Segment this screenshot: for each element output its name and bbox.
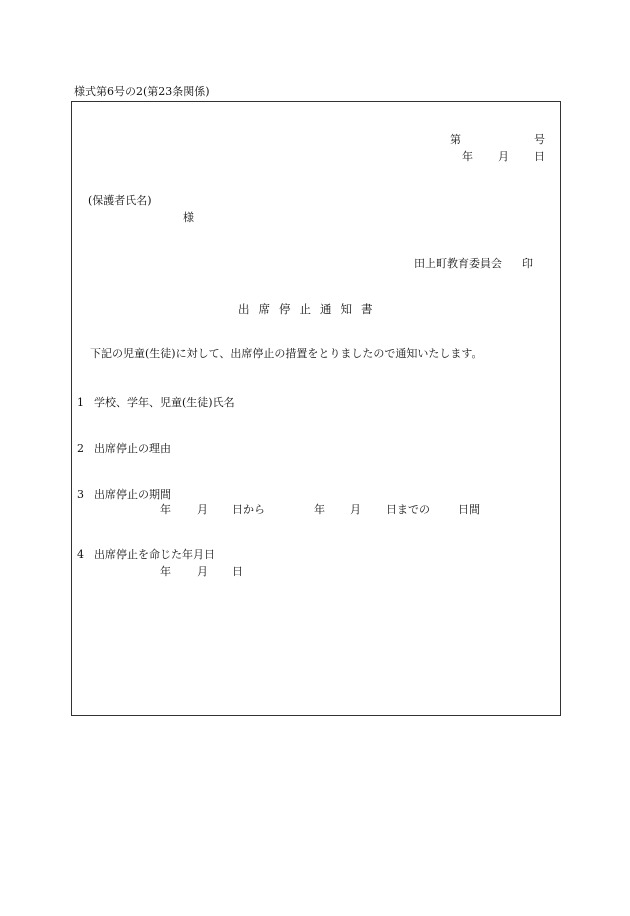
period-days: 日間 — [458, 503, 480, 516]
period-from-day: 日から — [232, 503, 265, 516]
document-title: 出席停止通知書 — [238, 302, 382, 316]
period-to-year: 年 — [314, 503, 325, 516]
issue-date-day: 日 — [534, 150, 545, 163]
issue-date-year: 年 — [462, 150, 473, 163]
guardian-honorific: 様 — [183, 211, 194, 224]
period-from-month: 月 — [197, 503, 208, 516]
ordered-date-day: 日 — [232, 565, 243, 578]
item-number: 3 — [77, 488, 84, 501]
ordered-date-year: 年 — [160, 565, 171, 578]
item-number: 1 — [77, 396, 84, 409]
item-label-period: 出席停止の期間 — [94, 488, 171, 501]
notice-body-text: 下記の児童(生徒)に対して、出席停止の措置をとりましたので通知いたします。 — [90, 347, 483, 360]
form-label: 様式第6号の2(第23条関係) — [74, 85, 210, 98]
document-number-prefix: 第 — [450, 133, 461, 146]
guardian-name-label: (保護者氏名) — [88, 194, 152, 207]
period-to-month: 月 — [350, 503, 361, 516]
document-number-suffix: 号 — [534, 133, 545, 146]
ordered-date-month: 月 — [197, 565, 208, 578]
issue-date-month: 月 — [498, 150, 509, 163]
issuer-name: 田上町教育委員会 — [414, 257, 502, 270]
item-label-reason: 出席停止の理由 — [94, 442, 171, 455]
period-from-year: 年 — [160, 503, 171, 516]
item-number: 4 — [77, 548, 84, 561]
period-to-day: 日までの — [386, 503, 430, 516]
item-label-ordered-date: 出席停止を命じた年月日 — [94, 548, 215, 561]
issuer-seal-mark: 印 — [522, 257, 533, 270]
item-label-student-info: 学校、学年、児童(生徒)氏名 — [94, 396, 235, 409]
item-number: 2 — [77, 442, 84, 455]
